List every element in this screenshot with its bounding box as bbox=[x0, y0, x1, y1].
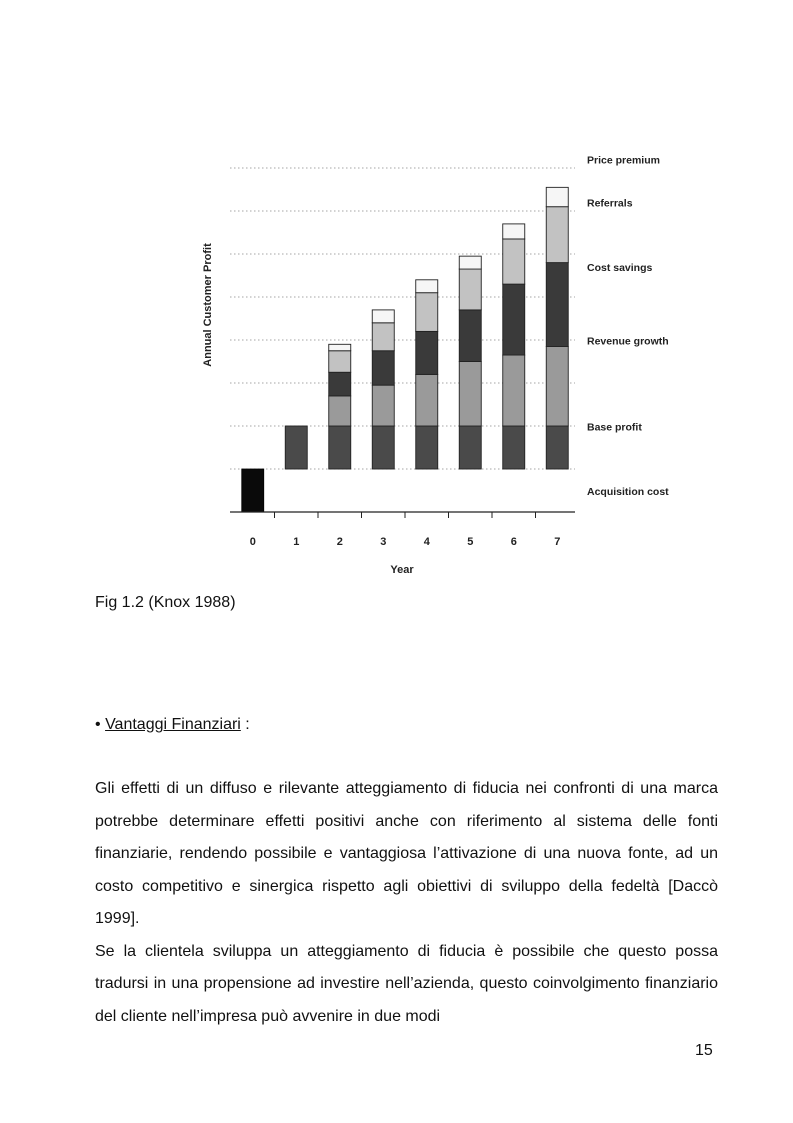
bar-segment-base-profit bbox=[372, 426, 394, 469]
x-axis bbox=[230, 512, 575, 518]
bar-segment-cost-savings bbox=[372, 351, 394, 385]
legend-entry: Base profit bbox=[587, 421, 642, 434]
legend-entry: Price premium bbox=[587, 154, 660, 167]
bar-segment-revenue-growth bbox=[546, 346, 568, 426]
figure-caption: Fig 1.2 (Knox 1988) bbox=[95, 594, 236, 611]
chart-bars bbox=[242, 187, 569, 512]
x-tick-label: 2 bbox=[336, 536, 343, 548]
bar-segment-price-premium bbox=[546, 187, 568, 206]
section-bullet bbox=[95, 716, 250, 734]
legend-entry: Acquisition cost bbox=[587, 485, 669, 498]
bar-segment-revenue-growth bbox=[416, 374, 438, 426]
bullet-marker: • bbox=[95, 716, 101, 733]
bar-segment-base-profit bbox=[329, 426, 351, 469]
x-tick-label: 5 bbox=[467, 536, 474, 548]
x-tick-label: 3 bbox=[380, 536, 387, 548]
x-tick-labels bbox=[250, 536, 561, 548]
bar-segment-price-premium bbox=[459, 256, 481, 269]
bar-segment-referrals bbox=[416, 293, 438, 332]
bar-segment-base-profit bbox=[503, 426, 525, 469]
bar-segment-cost-savings bbox=[459, 310, 481, 362]
bar-segment-revenue-growth bbox=[372, 385, 394, 426]
bar-segment-referrals bbox=[503, 239, 525, 284]
chart-legend bbox=[587, 155, 669, 498]
bar-segment-base-profit bbox=[285, 426, 307, 469]
x-tick-label: 6 bbox=[510, 536, 517, 548]
bar-segment-cost-savings bbox=[546, 263, 568, 347]
bar-segment-base-profit bbox=[459, 426, 481, 469]
legend-entry: Referrals bbox=[587, 197, 633, 210]
bar-segment-price-premium bbox=[416, 280, 438, 293]
bar-segment-referrals bbox=[459, 269, 481, 310]
bar-segment-revenue-growth bbox=[503, 355, 525, 426]
body-text bbox=[95, 773, 718, 1033]
section-heading: Vantaggi Finanziari bbox=[105, 716, 241, 733]
paragraph: Gli effetti di un diffuso e rilevante atteggiamento di fiducia nei confronti di una marca potrebbe determinare effetti positivi anche con riferimento al sistema delle fonti finanziarie, rendendo possibile e vantaggiosa l’attivazione di una nuova fonte, ad un costo competitivo e sinergica rispetto agli obiettivi di sviluppo della fedeltà [Daccò 1999]. bbox=[95, 780, 718, 927]
x-tick-label: 0 bbox=[249, 536, 256, 548]
customer-profit-chart bbox=[195, 150, 695, 590]
paragraph: Se la clientela sviluppa un atteggiamento di fiducia è possibile che questo possa tradursi in una propensione ad investire nell’azienda, questo coinvolgimento finanziario del cliente nell’impresa può avvenire in due modi bbox=[95, 942, 718, 1025]
bar-segment-revenue-growth bbox=[329, 396, 351, 426]
legend-entry: Revenue growth bbox=[587, 335, 669, 348]
legend-entry: Cost savings bbox=[587, 262, 653, 275]
bar-segment-referrals bbox=[372, 323, 394, 351]
bar-segment-price-premium bbox=[372, 310, 394, 323]
bar-segment-price-premium bbox=[329, 344, 351, 350]
section-heading-suffix: : bbox=[240, 716, 250, 733]
x-axis-label: Year bbox=[390, 564, 414, 576]
bar-segment-revenue-growth bbox=[459, 362, 481, 427]
x-tick-label: 1 bbox=[293, 536, 300, 548]
page-number: 15 bbox=[695, 1042, 713, 1059]
y-axis-label: Annual Customer Profit bbox=[202, 243, 214, 367]
bar-segment-referrals bbox=[546, 207, 568, 263]
bar-segment-cost-savings bbox=[416, 331, 438, 374]
x-tick-label: 4 bbox=[423, 536, 430, 548]
bar-segment-referrals bbox=[329, 351, 351, 373]
bar-acquisition-cost bbox=[242, 469, 264, 512]
bar-segment-cost-savings bbox=[329, 372, 351, 396]
bar-segment-base-profit bbox=[416, 426, 438, 469]
x-tick-label: 7 bbox=[554, 536, 561, 548]
bar-segment-base-profit bbox=[546, 426, 568, 469]
bar-segment-price-premium bbox=[503, 224, 525, 239]
bar-segment-cost-savings bbox=[503, 284, 525, 355]
